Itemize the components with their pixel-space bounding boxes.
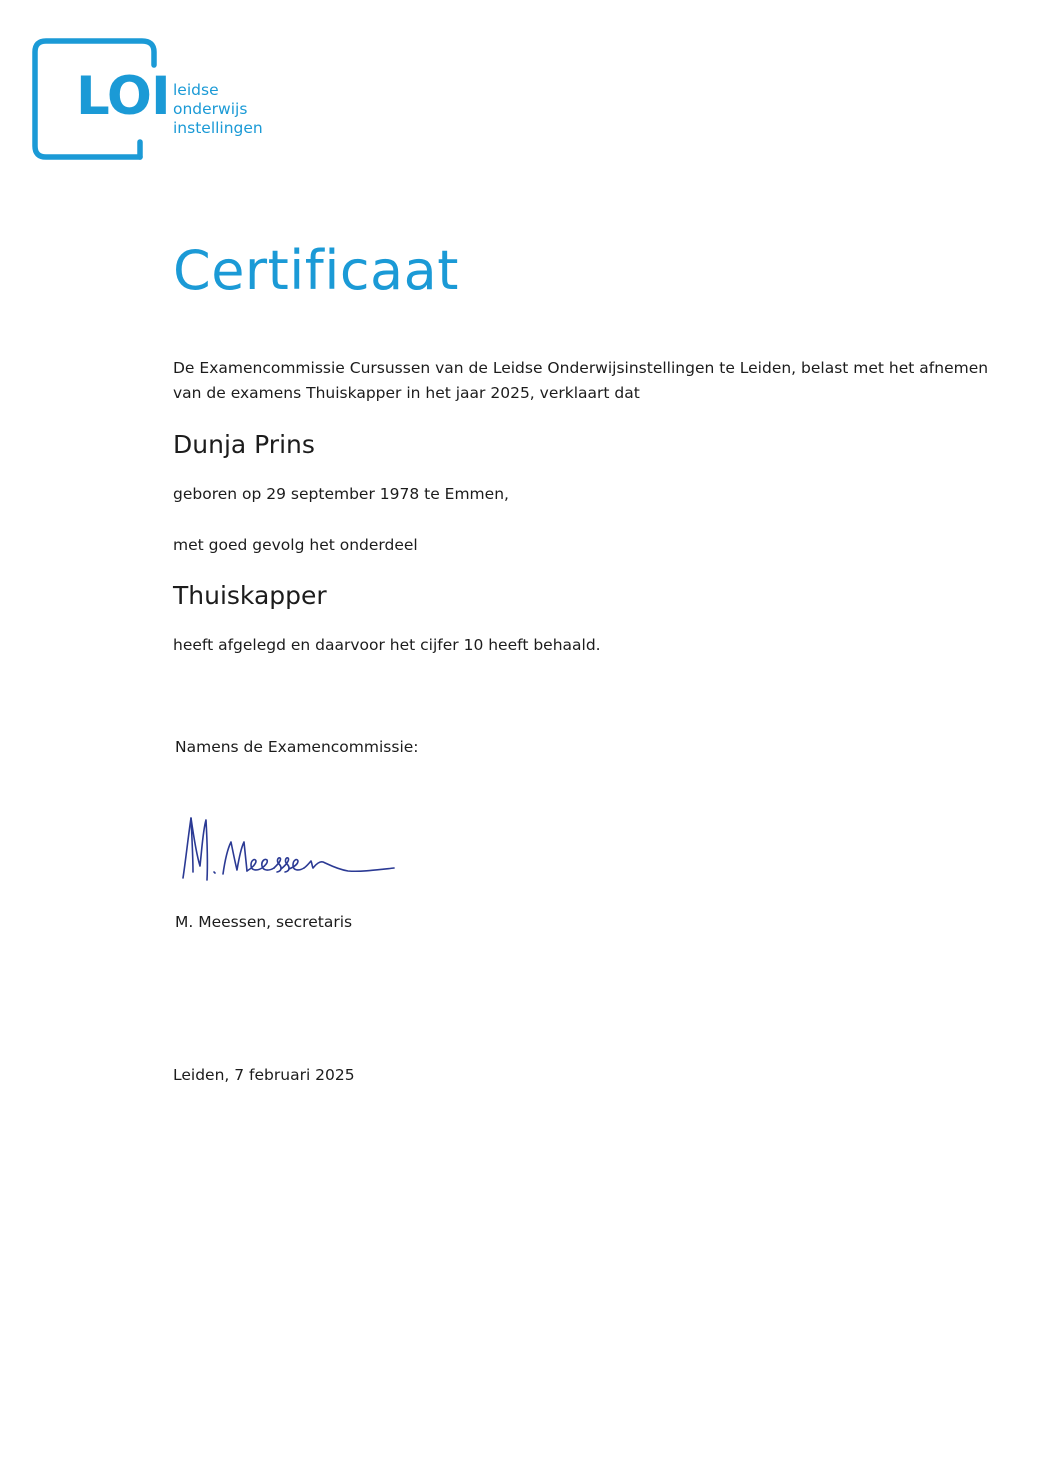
certificate-title: Certificaat [173, 239, 459, 302]
signatory-name: M. Meessen, secretaris [175, 913, 353, 931]
recipient-name: Dunja Prins [173, 430, 315, 459]
birth-details: geboren op 29 september 1978 te Emmen, [173, 485, 509, 503]
success-statement: met goed gevolg het onderdeel [173, 536, 418, 554]
logo-tagline-line: onderwijs [173, 100, 248, 118]
on-behalf-label: Namens de Examencommissie: [175, 738, 419, 756]
intro-line-2: van de examens Thuiskapper in het jaar 2025, verklaart dat [173, 384, 640, 402]
result-statement: heeft afgelegd en daarvoor het cijfer 10 heeft behaald. [173, 636, 601, 654]
logo-tagline-line: leidse [173, 81, 219, 99]
signature-image [176, 808, 406, 888]
place-and-date: Leiden, 7 februari 2025 [173, 1066, 355, 1084]
logo-wordmark: LOI [76, 66, 170, 127]
course-name: Thuiskapper [173, 581, 327, 610]
logo-tagline-line: instellingen [173, 119, 263, 137]
loi-logo [32, 38, 292, 162]
logo-tagline [173, 81, 263, 138]
intro-line-1: De Examencommissie Cursussen van de Leidse Onderwijsinstellingen te Leiden, belast met het afnemen [173, 359, 989, 377]
